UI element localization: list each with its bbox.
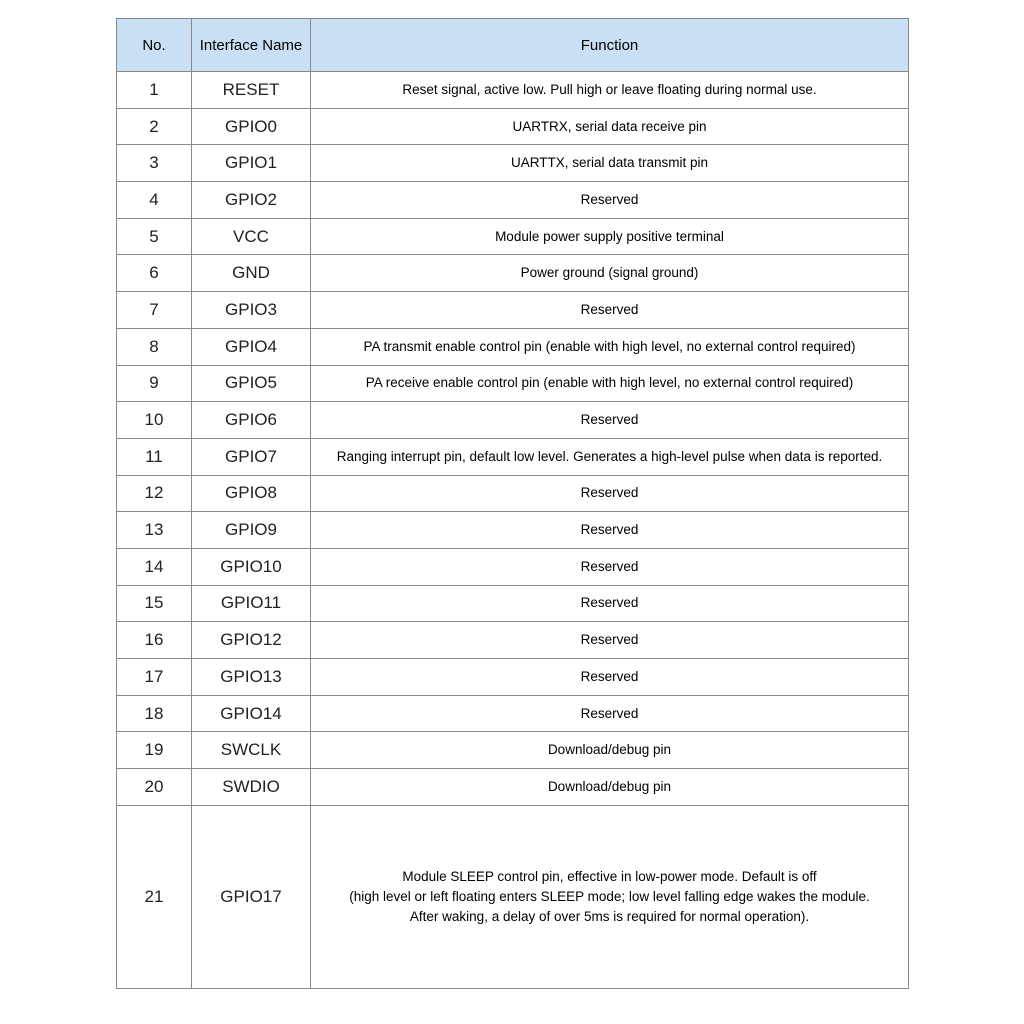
interface-name: GPIO14 — [192, 695, 311, 732]
pin-number: 4 — [117, 182, 192, 219]
function-line: Module power supply positive terminal — [495, 228, 724, 244]
function-line: PA receive enable control pin (enable with high level, no external control required) — [365, 375, 854, 391]
pin-function — [311, 622, 909, 659]
pin-function — [311, 475, 909, 512]
pin-definition-table — [116, 18, 909, 989]
interface-name: GPIO1 — [192, 145, 311, 182]
pin-number: 15 — [117, 585, 192, 622]
function-line: Module SLEEP control pin, effective in low-power mode. Default is off — [402, 868, 817, 884]
pin-function — [311, 182, 909, 219]
table-row — [117, 108, 909, 145]
pin-function — [311, 805, 909, 988]
pin-function — [311, 769, 909, 806]
pin-number: 3 — [117, 145, 192, 182]
pin-number: 6 — [117, 255, 192, 292]
table-row — [117, 145, 909, 182]
table-row — [117, 255, 909, 292]
table-row — [117, 769, 909, 806]
function-line: After waking, a delay of over 5ms is required for normal operation). — [409, 908, 810, 924]
table-row — [117, 72, 909, 109]
interface-name: GND — [192, 255, 311, 292]
table-row — [117, 292, 909, 329]
pin-function — [311, 548, 909, 585]
interface-name: GPIO17 — [192, 805, 311, 988]
pin-function — [311, 585, 909, 622]
function-line: Reserved — [580, 705, 639, 721]
table-row — [117, 182, 909, 219]
pin-function — [311, 438, 909, 475]
pin-function — [311, 695, 909, 732]
pin-number: 2 — [117, 108, 192, 145]
table-row — [117, 732, 909, 769]
pin-function — [311, 145, 909, 182]
function-line: PA transmit enable control pin (enable with high level, no external control required) — [363, 338, 856, 354]
table-row — [117, 402, 909, 439]
interface-name: SWCLK — [192, 732, 311, 769]
table-row — [117, 438, 909, 475]
pin-function — [311, 255, 909, 292]
pin-function — [311, 328, 909, 365]
pin-number: 7 — [117, 292, 192, 329]
interface-name: GPIO0 — [192, 108, 311, 145]
table-row — [117, 548, 909, 585]
pin-number: 20 — [117, 769, 192, 806]
function-line: UARTTX, serial data transmit pin — [510, 155, 709, 171]
interface-name: GPIO4 — [192, 328, 311, 365]
function-line: Reserved — [580, 485, 639, 501]
pin-number: 5 — [117, 218, 192, 255]
table-row — [117, 622, 909, 659]
interface-name: SWDIO — [192, 769, 311, 806]
function-line: Reserved — [580, 632, 639, 648]
function-line: Reserved — [580, 668, 639, 684]
pin-function — [311, 72, 909, 109]
pin-number: 9 — [117, 365, 192, 402]
header-no: No. — [117, 19, 192, 72]
table-row — [117, 659, 909, 696]
interface-name: GPIO9 — [192, 512, 311, 549]
function-line: Reserved — [580, 595, 639, 611]
pin-function — [311, 402, 909, 439]
pin-function — [311, 732, 909, 769]
header-function: Function — [311, 19, 909, 72]
interface-name: GPIO5 — [192, 365, 311, 402]
function-line: Power ground (signal ground) — [520, 265, 699, 281]
interface-name: GPIO3 — [192, 292, 311, 329]
function-line: Ranging interrupt pin, default low level. Generates a high-level pulse when data is reported. — [336, 448, 883, 464]
function-line: Reserved — [580, 522, 639, 538]
interface-name: GPIO6 — [192, 402, 311, 439]
pin-function — [311, 108, 909, 145]
pin-number: 18 — [117, 695, 192, 732]
pin-number: 14 — [117, 548, 192, 585]
pin-function — [311, 365, 909, 402]
table-row — [117, 695, 909, 732]
pin-number: 19 — [117, 732, 192, 769]
pin-number: 10 — [117, 402, 192, 439]
function-line: Download/debug pin — [547, 742, 672, 758]
pin-number: 8 — [117, 328, 192, 365]
interface-name: GPIO10 — [192, 548, 311, 585]
interface-name: GPIO13 — [192, 659, 311, 696]
table-row — [117, 585, 909, 622]
pin-number: 17 — [117, 659, 192, 696]
pin-number: 13 — [117, 512, 192, 549]
interface-name: GPIO2 — [192, 182, 311, 219]
pin-number: 11 — [117, 438, 192, 475]
pin-number: 21 — [117, 805, 192, 988]
table-row — [117, 475, 909, 512]
table-row — [117, 805, 909, 988]
function-line: Reserved — [580, 191, 639, 207]
function-line: Reserved — [580, 301, 639, 317]
interface-name: GPIO7 — [192, 438, 311, 475]
function-line: Reset signal, active low. Pull high or leave floating during normal use. — [402, 81, 817, 97]
header-row — [117, 19, 909, 72]
pin-function — [311, 659, 909, 696]
table-row — [117, 218, 909, 255]
pin-number: 1 — [117, 72, 192, 109]
header-interface-name: Interface Name — [192, 19, 311, 72]
pin-function — [311, 292, 909, 329]
pin-function — [311, 218, 909, 255]
function-line: Reserved — [580, 412, 639, 428]
interface-name: GPIO11 — [192, 585, 311, 622]
pin-function — [311, 512, 909, 549]
table-body — [117, 72, 909, 989]
interface-name: RESET — [192, 72, 311, 109]
pin-number: 12 — [117, 475, 192, 512]
table-row — [117, 512, 909, 549]
interface-name: GPIO12 — [192, 622, 311, 659]
function-line: (high level or left floating enters SLEEP mode; low level falling edge wakes the module. — [349, 888, 870, 904]
function-line: Reserved — [580, 558, 639, 574]
function-line: UARTRX, serial data receive pin — [512, 118, 707, 134]
interface-name: VCC — [192, 218, 311, 255]
table-row — [117, 365, 909, 402]
table-row — [117, 328, 909, 365]
interface-name: GPIO8 — [192, 475, 311, 512]
pin-number: 16 — [117, 622, 192, 659]
function-line: Download/debug pin — [547, 778, 672, 794]
